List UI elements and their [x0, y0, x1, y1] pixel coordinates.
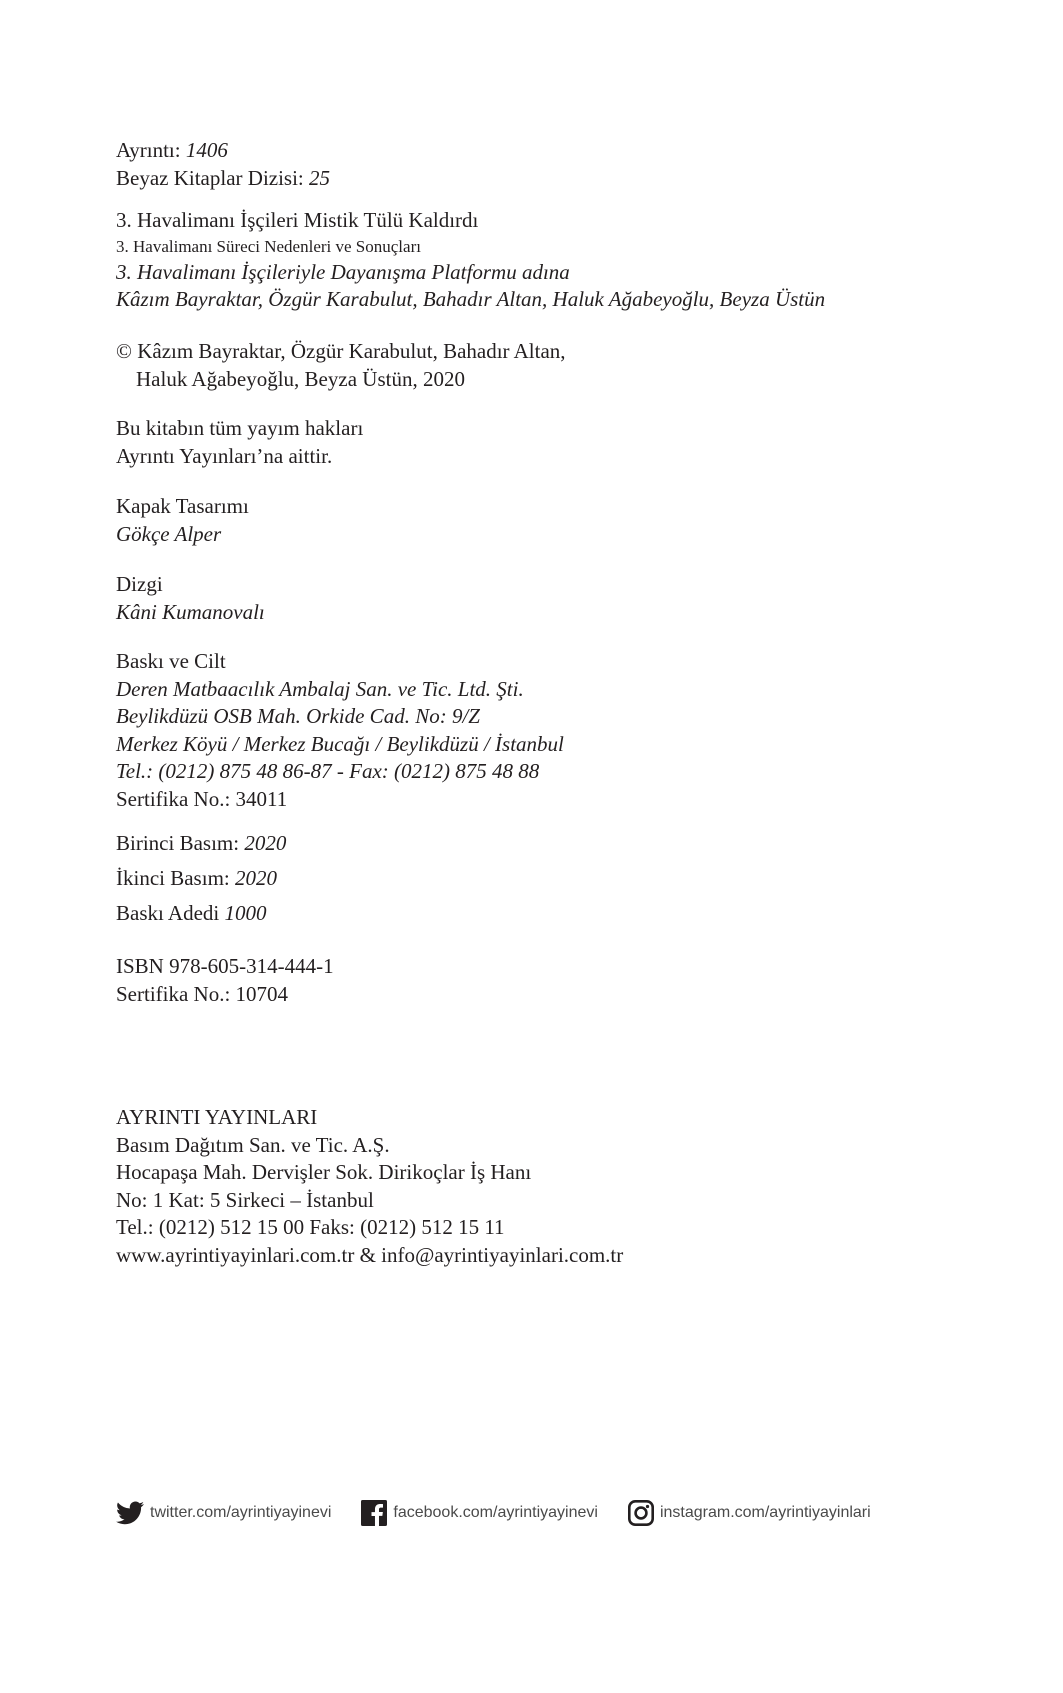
- copyright-line-2: Haluk Ağabeyoğlu, Beyza Üstün, 2020: [136, 366, 465, 391]
- facebook-icon: [361, 1500, 387, 1526]
- printing-company: Deren Matbaacılık Ambalaj San. ve Tic. Ltd. Şti.: [116, 676, 524, 701]
- rights-line-2: Ayrıntı Yayınları’na aittir.: [116, 443, 333, 468]
- publisher-info: [116, 1104, 623, 1269]
- dizi-line: [116, 165, 330, 193]
- second-edition: İkinci Basım: 2020: [116, 866, 277, 890]
- printing-address-2: Merkez Köyü / Merkez Bucağı / Beylikdüzü / İstanbul: [116, 731, 564, 756]
- publisher-certificate: Sertifika No.: 10704: [116, 981, 289, 1006]
- twitter-link[interactable]: [116, 1501, 331, 1525]
- instagram-handle: instagram.com/ayrintiyayinlari: [659, 1504, 871, 1521]
- printing-info: [116, 648, 564, 813]
- publisher-web[interactable]: www.ayrintiyayinlari.com.tr & info@ayrintiyayinlari.com.tr: [116, 1242, 624, 1267]
- facebook-handle: facebook.com/ayrintiyayinevi: [393, 1504, 598, 1521]
- cover-design: [116, 493, 249, 548]
- first-edition: Birinci Basım: 2020: [116, 831, 287, 855]
- typesetter: Kâni Kumanovalı: [116, 599, 265, 624]
- book-info: [116, 207, 825, 314]
- printing-phone: Tel.: (0212) 875 48 86-87 - Fax: (0212) 875 48 88: [116, 759, 540, 783]
- series-label: Ayrıntı:: [116, 138, 181, 162]
- isbn-info: [116, 953, 334, 1008]
- book-on-behalf: 3. Havalimanı İşçileriyle Dayanışma Platformu adına: [116, 259, 570, 284]
- series-number: 1406: [185, 138, 228, 162]
- copyright-line-1: © Kâzım Bayraktar, Özgür Karabulut, Bahadır Altan,: [116, 339, 566, 363]
- book-authors: Kâzım Bayraktar, Özgür Karabulut, Bahadır Altan, Haluk Ağabeyoğlu, Beyza Üstün: [116, 287, 826, 311]
- rights-statement: [116, 415, 363, 470]
- twitter-icon: [116, 1501, 144, 1525]
- edition-info: [116, 826, 286, 931]
- printing-label: Baskı ve Cilt: [116, 649, 226, 673]
- book-title: 3. Havalimanı İşçileri Mistik Tülü Kaldırdı: [116, 208, 479, 232]
- rights-line-1: Bu kitabın tüm yayım hakları: [116, 416, 364, 440]
- facebook-link[interactable]: [361, 1500, 598, 1526]
- publisher-address-1: Hocapaşa Mah. Dervişler Sok. Dirikoçlar İş Hanı: [116, 1160, 532, 1184]
- instagram-icon: [628, 1500, 654, 1526]
- typesetting: [116, 571, 265, 626]
- publisher-address-2: No: 1 Kat: 5 Sirkeci – İstanbul: [116, 1187, 374, 1212]
- printing-certificate: Sertifika No.: 34011: [116, 786, 288, 811]
- typesetting-label: Dizgi: [116, 572, 163, 596]
- print-count: Baskı Adedi 1000: [116, 901, 267, 925]
- series-line: [116, 137, 330, 165]
- dizi-label: Beyaz Kitaplar Dizisi:: [116, 165, 304, 190]
- series-info: [116, 137, 330, 192]
- publisher-company: Basım Dağıtım San. ve Tic. A.Ş.: [116, 1132, 390, 1157]
- isbn-number: ISBN 978-605-314-444-1: [116, 954, 334, 978]
- book-subtitle: 3. Havalimanı Süreci Nedenleri ve Sonuçları: [116, 236, 421, 256]
- publisher-phone: Tel.: (0212) 512 15 00 Faks: (0212) 512 15 11: [116, 1215, 505, 1239]
- publisher-name: AYRINTI YAYINLARI: [116, 1105, 318, 1129]
- copyright-notice: [116, 338, 566, 393]
- instagram-link[interactable]: [628, 1500, 871, 1526]
- cover-label: Kapak Tasarımı: [116, 494, 249, 518]
- twitter-handle: twitter.com/ayrintiyayinevi: [150, 1504, 332, 1521]
- dizi-number: 25: [309, 165, 331, 190]
- printing-address-1: Beylikdüzü OSB Mah. Orkide Cad. No: 9/Z: [116, 704, 480, 728]
- cover-designer: Gökçe Alper: [116, 521, 222, 546]
- social-links: [116, 1496, 901, 1530]
